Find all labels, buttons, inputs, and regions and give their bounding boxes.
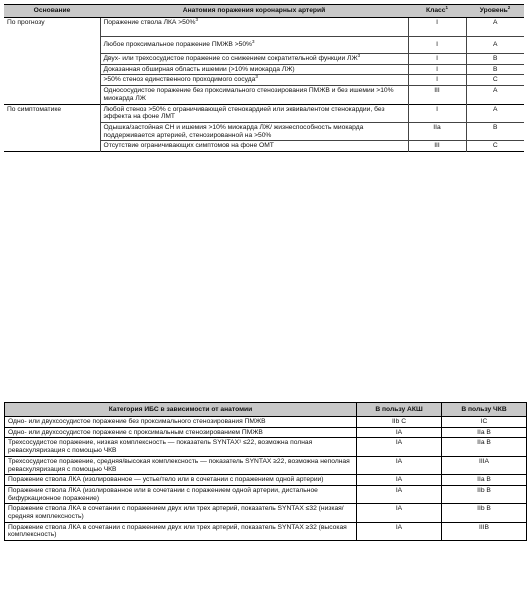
cabg-cell: IA [357, 427, 442, 438]
table-row [4, 104, 524, 122]
category-cell: Поражение ствола ЛКА в сочетании с поражением двух или трех артерий, показатель SYNTAX ≥32 (высокая комплексность) [5, 522, 357, 540]
pci-cell: IC [442, 417, 527, 428]
table-row [5, 438, 527, 456]
pci-cell: IIb B [442, 504, 527, 522]
anatomy-cell: Отсутствие ограничивающих симптомов на фоне ОМТ [100, 141, 408, 152]
category-cell: Поражение ствола ЛКА в сочетании с поражением двух или трех артерий, показатель SYNTAX ≤32 (низкая/средняя комплексность) [5, 504, 357, 522]
header-class: Класс$^1$ [408, 5, 466, 18]
anatomy-cell: Доказанная обширная область ишемии (>10% миокарда ЛЖ) [100, 64, 408, 75]
class-cell: IIa [408, 122, 466, 140]
level-cell: B [466, 64, 524, 75]
category-cell: Поражение ствола ЛКА (изолированное — устье/тело или в сочетании с поражением одной артерии) [5, 475, 357, 486]
table-row [4, 18, 524, 37]
class-cell: I [408, 18, 466, 37]
table-row [5, 475, 527, 486]
table-row [5, 485, 527, 503]
cabg-cell: IA [357, 438, 442, 456]
level-cell: B [466, 54, 524, 65]
cabg-cell: IIb C [357, 417, 442, 428]
basis-cell: По прогнозу [4, 18, 100, 105]
anatomy-cell: Любой стеноз >50% с ограничивающей стенокардией или эквивалентом стенокардии, без эффекта на фоне ЛМТ [100, 104, 408, 122]
level-cell: A [493, 19, 498, 26]
table-body [5, 417, 527, 541]
class-cell: I [408, 54, 466, 65]
level-cell: C [466, 75, 524, 86]
cabg-cell: IA [357, 456, 442, 474]
class-cell: III [408, 86, 466, 104]
class-cell: I [408, 104, 466, 122]
level-cell: A [466, 37, 524, 54]
table-row [5, 417, 527, 428]
pci-cell: IIa B [442, 438, 527, 456]
level-cell: B [466, 122, 524, 140]
class-cell: I [408, 64, 466, 75]
cabg-cell: IA [357, 485, 442, 503]
pci-cell: IIIA [442, 456, 527, 474]
anatomy-cell: Однососудистое поражение без проксимального стенозирования ПМЖВ и без ишемии >10% миокарда ЛЖ [100, 86, 408, 104]
basis-cell: По симптоматике [4, 104, 100, 152]
level-cell: A [466, 86, 524, 104]
anatomy-cell: >50% стеноз единственного проходимого сосуда$^3$ [100, 75, 408, 86]
header-cabg: В пользу АКШ [357, 403, 442, 417]
header-level: Уровень$^2$ [466, 5, 524, 18]
cabg-cell: IA [357, 475, 442, 486]
table-row [5, 522, 527, 540]
cabg-cell: IA [357, 504, 442, 522]
anatomy-cell: Любое проксимальное поражение ПМЖВ >50%$^3$ [100, 37, 408, 54]
pci-cell: IIIB [442, 522, 527, 540]
level-cell: C [466, 141, 524, 152]
category-cell: Трехсосудистое поражение, низкая комплексность — показатель SYNTAX¹ ≤22, возможна полная реваскуляризация с помощью ЧКВ [5, 438, 357, 456]
table-row [5, 427, 527, 438]
anatomy-cell: Поражение ствола ЛКА >50%$^3$ [100, 18, 408, 37]
pci-cell: IIa B [442, 475, 527, 486]
cabg-vs-pci-table [4, 402, 527, 541]
category-cell: Поражение ствола ЛКА (изолированное или в сочетании с поражением одной артерии, дистальное бифуркационное поражение) [5, 485, 357, 503]
header-basis: Основание [4, 5, 100, 18]
table-header-row [5, 403, 527, 417]
table-row [5, 504, 527, 522]
class-cell: I [408, 37, 466, 54]
category-cell: Трехсосудистое поражение, средняя/высокая комплексность — показатель SYNTAX ≥22, возможна неполная реваскуляризация с помощью ЧКВ [5, 456, 357, 474]
header-anatomy: Анатомия поражения коронарных артерий [100, 5, 408, 18]
category-cell: Одно- или двухсосудистое поражение с проксимальным стенозированием ПМЖВ [5, 427, 357, 438]
table-header-row [4, 5, 524, 18]
pci-cell: IIa B [442, 427, 527, 438]
header-pci: В пользу ЧКВ [442, 403, 527, 417]
level-cell: A [466, 104, 524, 122]
anatomy-cell: Двух- или трехсосудистое поражение со снижением сократительной функции $ЛЖ^3$ [100, 54, 408, 65]
anatomy-cell: Одышка/застойная СН и ишемия >10% миокарда ЛЖ/ жизнеспособность миокарда поддерживается артерией, стенозированной на >50% [100, 122, 408, 140]
table-row [5, 456, 527, 474]
pci-cell: IIb B [442, 485, 527, 503]
class-cell: III [408, 141, 466, 152]
indications-table [4, 4, 524, 152]
category-cell: Одно- или двухсосудистое поражение без проксимального стенозирования ПМЖВ [5, 417, 357, 428]
header-category: Категория ИБС в зависимости от анатомии [5, 403, 357, 417]
cabg-cell: IA [357, 522, 442, 540]
class-cell: I [408, 75, 466, 86]
